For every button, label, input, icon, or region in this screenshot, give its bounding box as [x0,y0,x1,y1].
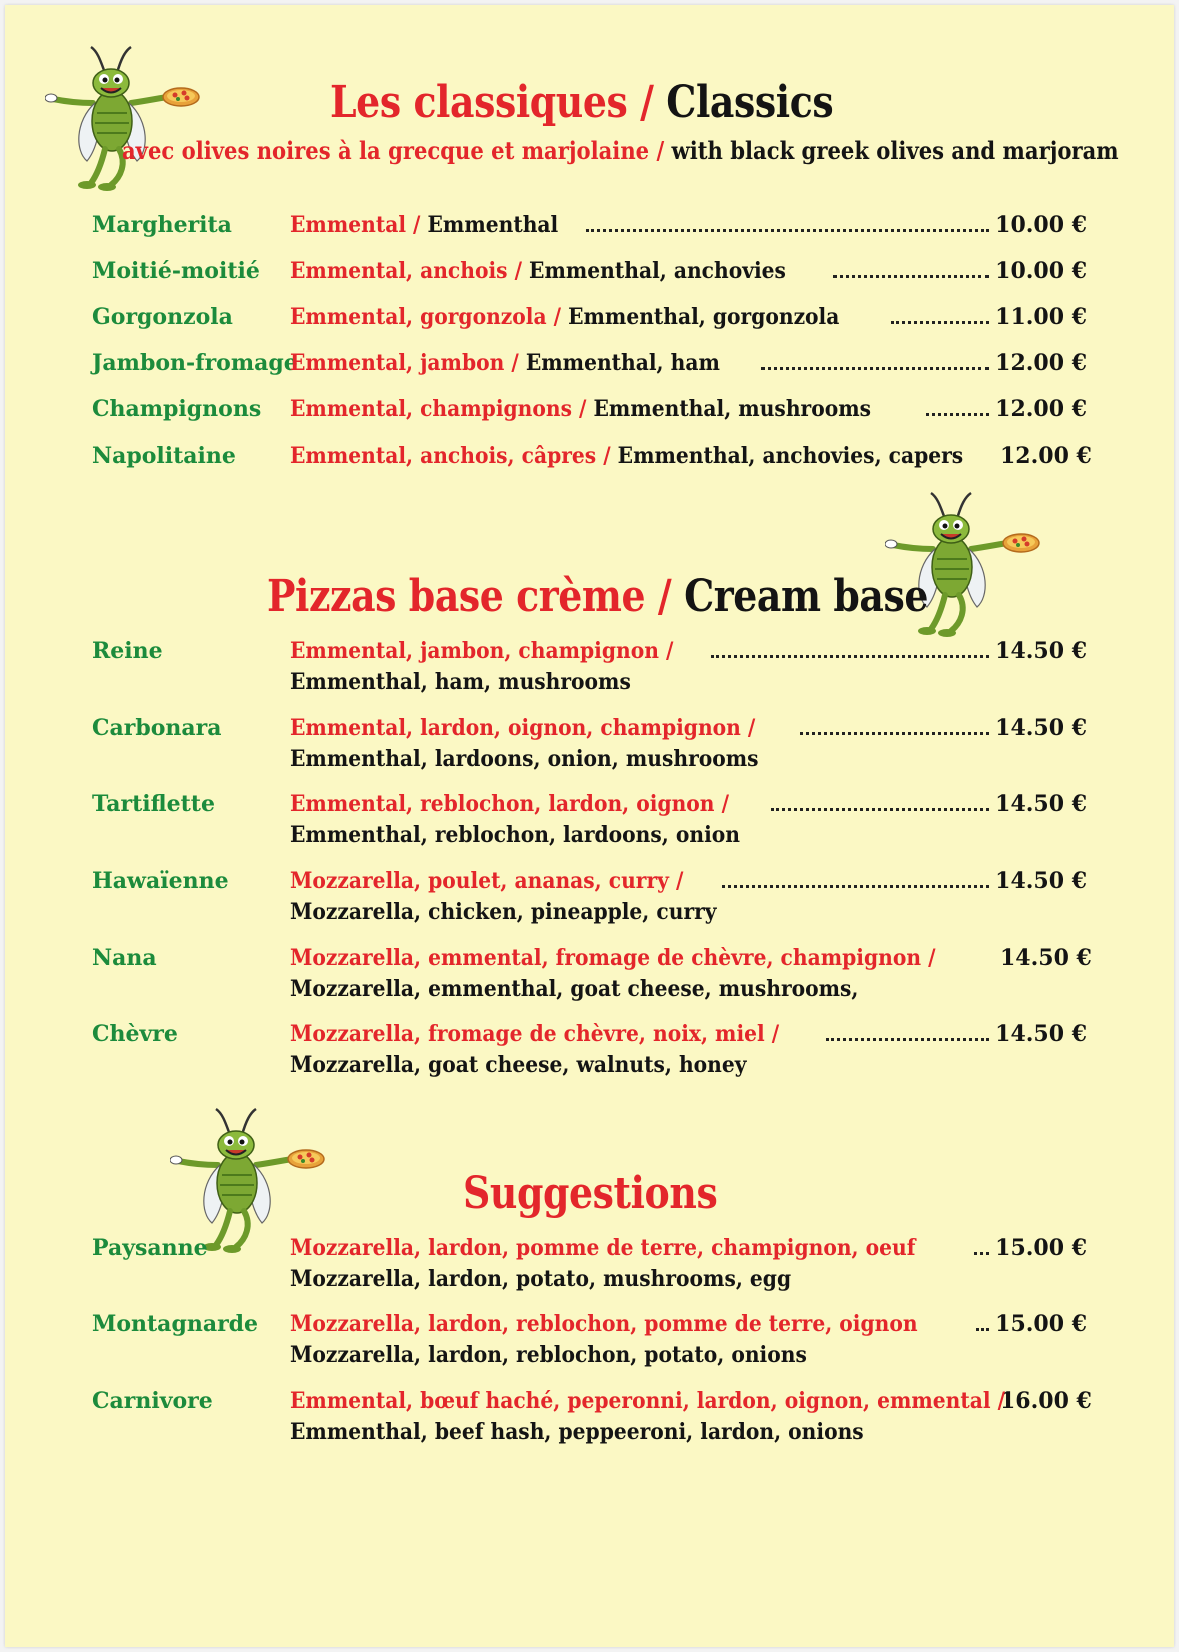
item-name: Hawaïenne [92,868,229,894]
title-english: Cream base [684,571,928,622]
item-name: Champignons [92,396,262,422]
item-name: Jambon-fromage [92,350,298,376]
item-name: Napolitaine [92,443,236,469]
item-price: 15.00 € [995,1235,1087,1261]
item-price: 11.00 € [995,304,1087,330]
dotted-leader [976,1326,989,1331]
desc-english: Emmenthal, ham [525,350,720,376]
item-description [290,1235,1087,1261]
item-description [290,350,1087,376]
dotted-leader [833,273,989,278]
item-description [290,945,1092,971]
dotted-leader [771,806,989,811]
desc-english: Emmenthal, beef hash, peppeeroni, lardon, onions [290,1419,864,1445]
item-price: 10.00 € [995,212,1087,238]
desc-french: Emmental, anchois [290,258,508,284]
dotted-leader [711,653,989,658]
desc-english: Mozzarella, lardon, potato, mushrooms, egg [290,1266,792,1292]
item-price: 16.00 € [1000,1388,1092,1414]
item-name: Moitié-moitié [92,258,260,284]
desc-separator: / [507,258,530,284]
item-price: 10.00 € [995,258,1087,284]
desc-french: Emmental, lardon, oignon, champignon / [290,715,756,741]
item-price: 14.50 € [995,868,1087,894]
desc-french: Emmental [290,212,407,238]
item-name: Reine [92,638,163,664]
item-description [290,258,1087,284]
item-name: Paysanne [92,1235,208,1261]
desc-english: Emmenthal, gorgonzola [568,304,840,330]
item-name: Tartiflette [92,791,215,817]
desc-french: Emmental, reblochon, lardon, oignon / [290,791,729,817]
cricket-chef-holding-pizza-icon [45,41,205,193]
dotted-leader [800,730,989,735]
desc-separator: / [504,350,526,376]
item-description [290,638,1087,664]
desc-french: Emmental, jambon, champignon / [290,638,674,664]
desc-english: Emmenthal, anchovies [529,258,786,284]
desc-english: Emmenthal, mushrooms [593,396,872,422]
subtitle-separator: / [649,136,672,165]
item-description [290,791,1087,817]
menu-page [5,5,1174,1647]
item-description [290,715,1087,741]
item-name: Gorgonzola [92,304,233,330]
section-title-suggestions [463,1168,717,1219]
item-name: Carnivore [92,1388,213,1414]
dotted-leader [891,319,989,324]
item-description [290,1311,1087,1337]
item-price: 14.50 € [995,715,1087,741]
subtitle-english: with black greek olives and marjoram [671,136,1119,165]
desc-french: Mozzarella, emmental, fromage de chèvre, champignon / [290,945,936,971]
desc-separator: / [571,396,594,422]
item-price: 14.50 € [995,1021,1087,1047]
item-description [290,1388,1092,1414]
desc-english: Mozzarella, chicken, pineapple, curry [290,899,717,925]
item-price: 12.00 € [1000,443,1092,469]
subtitle-french: avec olives noires à la grecque et marjolaine [122,136,650,165]
cricket-chef-holding-pizza-icon [170,1103,330,1255]
dotted-leader [826,1036,989,1041]
desc-separator: / [546,304,569,330]
item-price: 12.00 € [995,350,1087,376]
title-separator: / [645,571,685,622]
item-price: 14.50 € [1000,945,1092,971]
desc-french: Mozzarella, lardon, reblochon, pomme de terre, oignon [290,1311,918,1337]
item-name: Montagnarde [92,1311,259,1337]
dotted-leader [926,411,990,416]
desc-french: Emmental, anchois, câpres [290,443,597,469]
item-name: Nana [92,945,157,971]
item-description [290,396,1087,422]
desc-french: Mozzarella, fromage de chèvre, noix, miel / [290,1021,780,1047]
desc-french: Mozzarella, poulet, ananas, curry / [290,868,684,894]
item-description [290,443,1092,469]
desc-english: Emmenthal, anchovies, capers [617,443,964,469]
title-french: Les classiques [330,77,628,128]
desc-french: Mozzarella, lardon, pomme de terre, champignon, oeuf [290,1235,916,1261]
item-description [290,1021,1087,1047]
desc-french: Emmental, jambon [290,350,505,376]
dotted-leader [722,883,990,888]
desc-english: Mozzarella, lardon, reblochon, potato, onions [290,1342,807,1368]
desc-english: Mozzarella, emmenthal, goat cheese, mushrooms, [290,976,859,1002]
desc-english: Emmenthal, lardoons, onion, mushrooms [290,746,759,772]
desc-english: Mozzarella, goat cheese, walnuts, honey [290,1052,747,1078]
item-price: 14.50 € [995,791,1087,817]
item-price: 12.00 € [995,396,1087,422]
item-name: Margherita [92,212,232,238]
dotted-leader [974,1250,989,1255]
desc-english: Emmenthal, ham, mushrooms [290,669,631,695]
section-title-classics [330,77,833,128]
item-description [290,868,1087,894]
section-subtitle-classics [122,136,1119,165]
title-french: Pizzas base crème [267,571,646,622]
item-description [290,212,1087,238]
desc-english: Emmenthal [427,212,559,238]
title-french: Suggestions [463,1168,718,1219]
title-separator: / [627,77,667,128]
desc-separator: / [596,443,618,469]
item-price: 14.50 € [995,638,1087,664]
desc-french: Emmental, bœuf haché, peperonni, lardon, oignon, emmental / [290,1388,1005,1414]
item-name: Chèvre [92,1021,178,1047]
dotted-leader [586,227,990,232]
title-english: Classics [666,77,834,128]
desc-french: Emmental, champignons [290,396,572,422]
item-price: 15.00 € [995,1311,1087,1337]
item-name: Carbonara [92,715,222,741]
dotted-leader [761,365,989,370]
desc-separator: / [406,212,428,238]
section-title-cream-base [267,571,928,622]
item-description [290,304,1087,330]
desc-french: Emmental, gorgonzola [290,304,547,330]
desc-english: Emmenthal, reblochon, lardoons, onion [290,822,740,848]
